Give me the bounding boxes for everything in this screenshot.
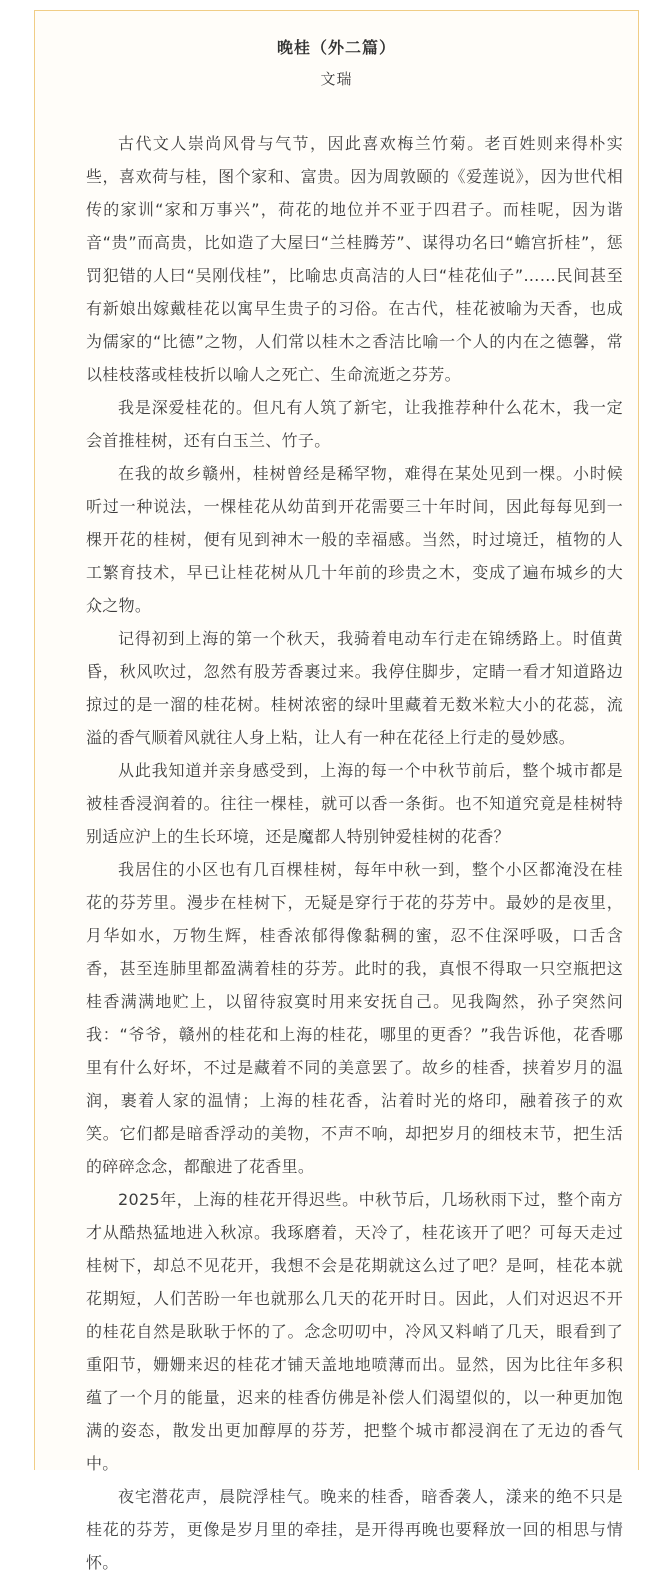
article-title: 晚桂（外二篇） — [276, 38, 396, 57]
paragraph: 我是深爱桂花的。但凡有人筑了新宅，让我推荐种什么花木，我一定会首推桂树，还有白玉兰、竹子。 — [86, 398, 623, 450]
paragraph: 从此我知道并亲身感受到，上海的每一个中秋节前后，整个城市都是被桂香浸润着的。往往一棵桂，就可以香一条街。也不知道究竟是桂树特别适应沪上的生长环境，还是魔都人特别钟爱桂树的花香？ — [86, 761, 623, 846]
paragraph: 2025年，上海的桂花开得迟些。中秋节后，几场秋雨下过，整个南方才从酷热猛地进入秋凉。我琢磨着，天冷了，桂花该开了吧？可每天走过桂树下，却总不见花开，我想不会是花期就这么过了吧？是呵，桂花本就花期短，人们苦盼一年也就那么几天的花开时日。因此，人们对迟迟不开的桂花自然是耿耿于怀的了。念念叨叨中，冷风又料峭了几天，眼看到了重阳节，姗姗来迟的桂花才铺天盖地地喷薄而出。显然，因为比往年多积蕴了一个月的能量，迟来的桂香仿佛是补偿人们渴望似的，以一种更加饱满的姿态，散发出更加醇厚的芬芳，把整个城市都浸润在了无边的香气中。 — [86, 1190, 623, 1473]
paragraph: 夜宅潜花声，晨院浮桂气。晚来的桂香，暗香袭人，漾来的绝不只是桂花的芬芳，更像是岁月里的牵挂，是开得再晚也要释放一回的相思与情怀。 — [86, 1487, 623, 1572]
paragraph: 古代文人崇尚风骨与气节，因此喜欢梅兰竹菊。老百姓则来得朴实些，喜欢荷与桂，图个家和、富贵。因为周敦颐的《爱莲说》，因为世代相传的家训“家和万事兴”，荷花的地位并不亚于四君子。而桂呢，因为谐音“贵”而高贵，比如造了大屋曰“兰桂腾芳”、谋得功名曰“蟾宫折桂”，惩罚犯错的人曰“吴刚伐桂”，比喻忠贞高洁的人曰“桂花仙子”……民间甚至有新娘出嫁戴桂花以寓早生贵子的习俗。在古代，桂花被喻为天香，也成为儒家的“比德”之物，人们常以桂木之香洁比喻一个人的内在之德馨，常以桂枝落或桂枝折以喻人之死亡、生命流逝之芬芳。 — [86, 134, 623, 384]
article-author: 文瑞 — [320, 70, 353, 88]
paragraph: 在我的故乡赣州，桂树曾经是稀罕物，难得在某处见到一棵。小时候听过一种说法，一棵桂花从幼苗到开花需要三十年时间，因此每每见到一棵开花的桂树，便有见到神木一般的幸福感。当然，时过境迁，植物的人工繁育技术，早已让桂花树从几十年前的珍贵之木，变成了遍布城乡的大众之物。 — [86, 464, 623, 615]
paragraph: 我居住的小区也有几百棵桂树，每年中秋一到，整个小区都淹没在桂花的芬芳里。漫步在桂树下，无疑是穿行于花的芬芳中。最妙的是夜里，月华如水，万物生辉，桂香浓郁得像黏稠的蜜，忍不住深呼吸，口舌含香，甚至连肺里都盈满着桂的芬芳。此时的我，真恨不得取一只空瓶把这桂香满满地贮上，以留待寂寞时用来安抚自己。见我陶然，孙子突然问我：“爷爷，赣州的桂花和上海的桂花，哪里的更香？”我告诉他，花香哪里有什么好坏，不过是藏着不同的美意罢了。故乡的桂香，挟着岁月的温润，裹着人家的温情；上海的桂花香，沾着时光的烙印，融着孩子的欢笑。它们都是暗香浮动的美物，不声不响，却把岁月的细枝末节，把生活的碎碎念念，都酿进了花香里。 — [86, 860, 623, 1176]
article-card — [34, 10, 639, 1572]
paragraph: 记得初到上海的第一个秋天，我骑着电动车行走在锦绣路上。时值黄昏，秋风吹过，忽然有股芳香裹过来。我停住脚步，定睛一看才知道路边掠过的是一溜的桂花树。桂树浓密的绿叶里藏着无数米粒大小的花蕊，流溢的香气顺着风就往人身上粘，让人有一种在花径上行走的曼妙感。 — [86, 629, 623, 747]
article-body — [86, 127, 623, 1579]
